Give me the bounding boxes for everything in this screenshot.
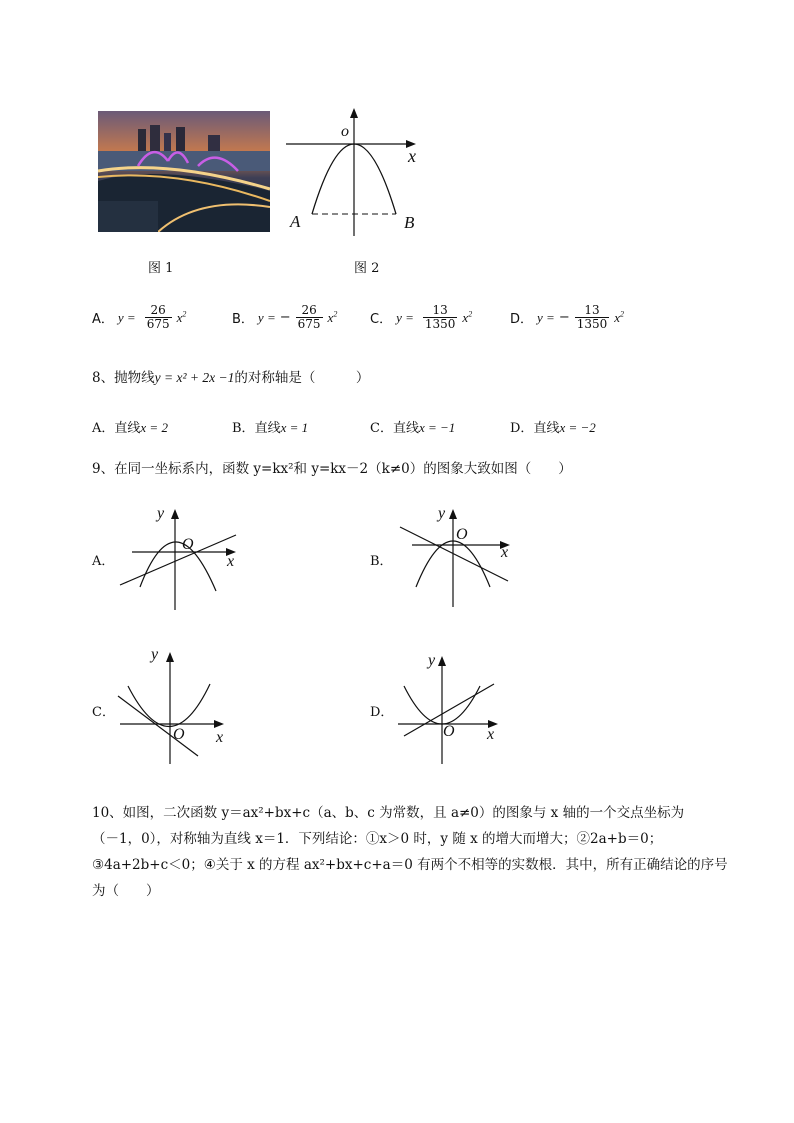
q9-option-d-label[interactable]: D． xyxy=(370,705,394,720)
q9-b-y-label: y xyxy=(438,505,446,522)
q7-option-c[interactable]: C． y = $\frac{13}{1350}$ $x^2$ xyxy=(370,303,473,331)
q9-option-a-label[interactable]: A． xyxy=(92,554,115,569)
q7-option-a[interactable]: A． y = $\frac{26}{675}$ $x^2$ xyxy=(92,303,187,331)
figure2-point-a: A xyxy=(290,212,301,231)
q9-graph-c[interactable] xyxy=(112,648,242,768)
q9-option-b-label[interactable]: B． xyxy=(370,554,393,569)
q10-line3: ③4a+2b+c＜0；④关于 x 的方程 ax²+bx+c+a＝0 有两个不相等的实数根．其中，所有正确结论的序号 xyxy=(92,857,728,873)
figure2-x-label: x xyxy=(408,146,416,166)
q9-graph-d[interactable] xyxy=(390,652,520,770)
q8-stem: 8、抛物线y = x² + 2x −1的对称轴是（ ） xyxy=(92,370,370,386)
q9-d-x-label: x xyxy=(487,726,495,743)
figure2-origin-label: o xyxy=(341,123,349,140)
figure2-caption: 图 2 xyxy=(354,261,380,276)
figure2-parabola xyxy=(282,104,422,240)
q10-line4: 为（ ） xyxy=(92,883,160,899)
q7-option-b[interactable]: B． y = − $\frac{26}{675}$ $x^2$ xyxy=(232,303,338,331)
fraction: $\frac{26}{675}$ xyxy=(297,303,321,331)
q10-line1: 10、如图，二次函数 y＝ax²+bx+c（a、b、c 为常数，且 a≠0）的图象与 x 轴的一个交点坐标为 xyxy=(92,805,685,821)
q8-option-d[interactable]: D．直线x = −2 xyxy=(510,420,596,436)
q9-b-x-label: x xyxy=(501,544,509,561)
figure2-point-b: B xyxy=(404,213,415,232)
bridge-photo xyxy=(98,111,270,232)
q9-d-y-label: y xyxy=(428,652,436,669)
q9-c-x-label: x xyxy=(216,729,224,746)
q7-option-d[interactable]: D． y = − $\frac{13}{1350}$ $x^2$ xyxy=(510,303,625,331)
q9-b-o-label: O xyxy=(456,526,468,543)
figure1-caption: 图 1 xyxy=(148,261,174,276)
bridge-photo-drawing xyxy=(98,111,270,232)
q9-option-c-label[interactable]: C． xyxy=(92,705,115,720)
q8-option-c[interactable]: C．直线x = −1 xyxy=(370,420,456,436)
q8-option-b[interactable]: B．直线x = 1 xyxy=(232,420,309,436)
q9-a-o-label: O xyxy=(182,536,194,553)
q9-a-x-label: x xyxy=(227,553,235,570)
fraction: $\frac{26}{675}$ xyxy=(146,303,170,331)
q10-stem xyxy=(92,800,752,904)
q8-option-a[interactable]: A．直线x = 2 xyxy=(92,420,168,436)
fraction: $\frac{13}{1350}$ xyxy=(576,303,608,331)
q9-a-y-label: y xyxy=(157,505,165,522)
q10-line2: （－1，0），对称轴为直线 x＝1．下列结论：①x＞0 时，y 随 x 的增大而增大；②2a+b＝0； xyxy=(92,831,663,847)
q9-c-y-label: y xyxy=(151,646,159,663)
q9-stem: 9、在同一坐标系内，函数 y=kx²和 y=kx－2（k≠0）的图象大致如图（ ） xyxy=(92,461,572,477)
q9-d-o-label: O xyxy=(443,723,455,740)
fraction: $\frac{13}{1350}$ xyxy=(424,303,456,331)
q9-graph-a[interactable] xyxy=(112,505,242,615)
q9-c-o-label: O xyxy=(173,726,185,743)
